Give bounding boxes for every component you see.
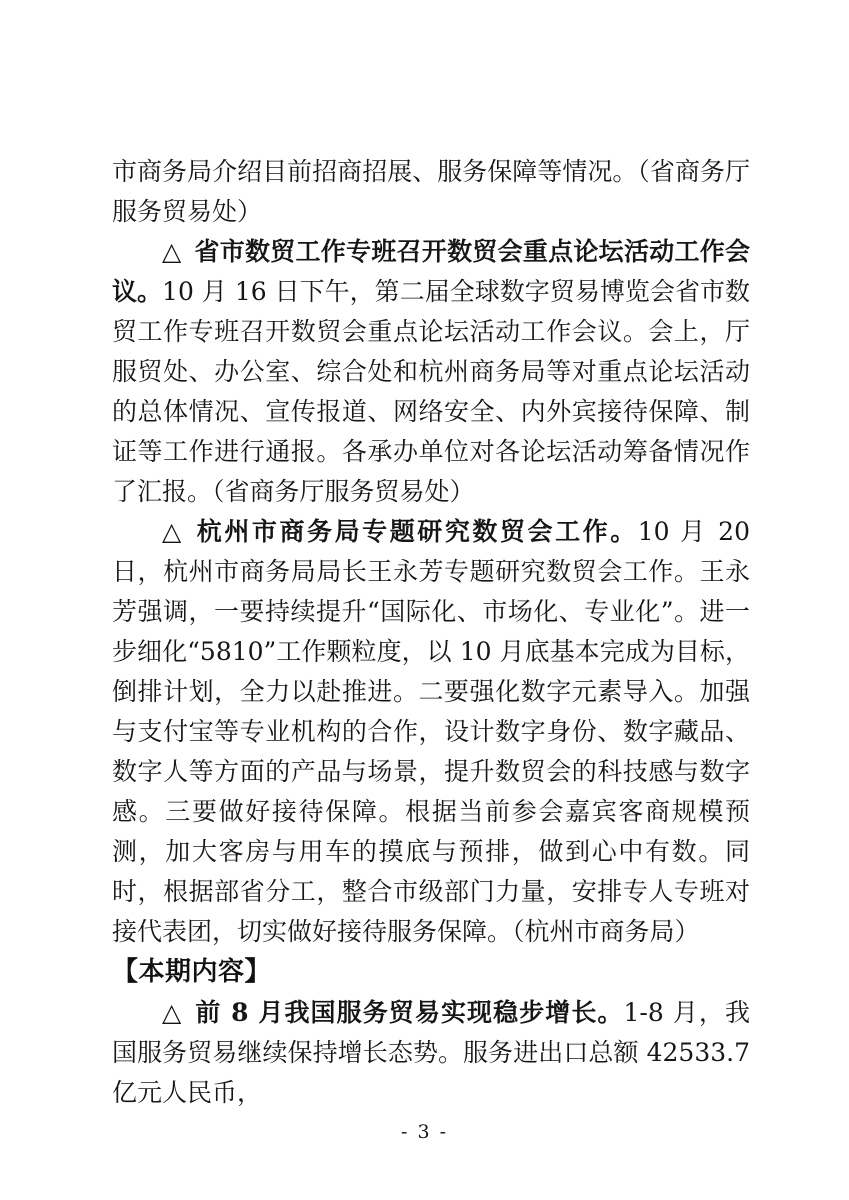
paragraph-continuation [112, 152, 750, 232]
item-title: 省市数贸工作专班召开数贸会重点论坛活动工作会议。 [112, 237, 750, 306]
triangle-marker: △ [162, 237, 182, 266]
item-body: 10 月 20 日，杭州市商务局局长王永芳专题研究数贸会工作。王永芳强调，一要持续提升“国际化、市场化、专业化”。进一步细化“5810”工作颗粒度，以 10 月底基本完成为目标，倒排计划，全力以赴推进。二要强化数字元素导入。加强与支付宝等专业机构的合作，设计数字身份、数字藏品、数字人等方面的产品与场景，提升数贸会的科技感与数字感。三要做好接待保障。根据当前参会嘉宾客商规模预测，加大客房与用车的摸底与预排，做到心中有数。同时，根据部省分工，整合市级部门力量，安排专人专班对接代表团，切实做好接待服务保障。（杭州市商务局） [112, 517, 750, 946]
document-body [112, 152, 750, 1113]
item-title: 杭州市商务局专题研究数贸会工作。 [196, 517, 638, 546]
paragraph-text: 市商务局介绍目前招商招展、服务保障等情况。（省商务厅服务贸易处） [112, 157, 750, 226]
page-number: - 3 - [400, 1121, 448, 1143]
section-heading: 【本期内容】 [112, 957, 272, 987]
item-title: 前 8 月我国服务贸易实现稳步增长。 [195, 998, 624, 1027]
item-body: 10 月 16 日下午，第二届全球数字贸易博览会省市数贸工作专班召开数贸会重点论坛活动工作会议。会上，厅服贸处、办公室、综合处和杭州商务局等对重点论坛活动的总体情况、宣传报道、网络安全、内外宾接待保障、制证等工作进行通报。各承办单位对各论坛活动筹备情况作了汇报。（省商务厅服务贸易处） [112, 277, 750, 506]
news-item-1 [112, 232, 750, 512]
page-footer [0, 1121, 849, 1143]
item-body: 1-8 月，我国服务贸易继续保持增长态势。服务进出口总额 42533.7 亿元人民币， [112, 998, 750, 1107]
news-item-2 [112, 512, 750, 952]
triangle-marker: △ [162, 517, 184, 546]
triangle-marker: △ [162, 998, 183, 1027]
news-item-3 [112, 993, 750, 1113]
